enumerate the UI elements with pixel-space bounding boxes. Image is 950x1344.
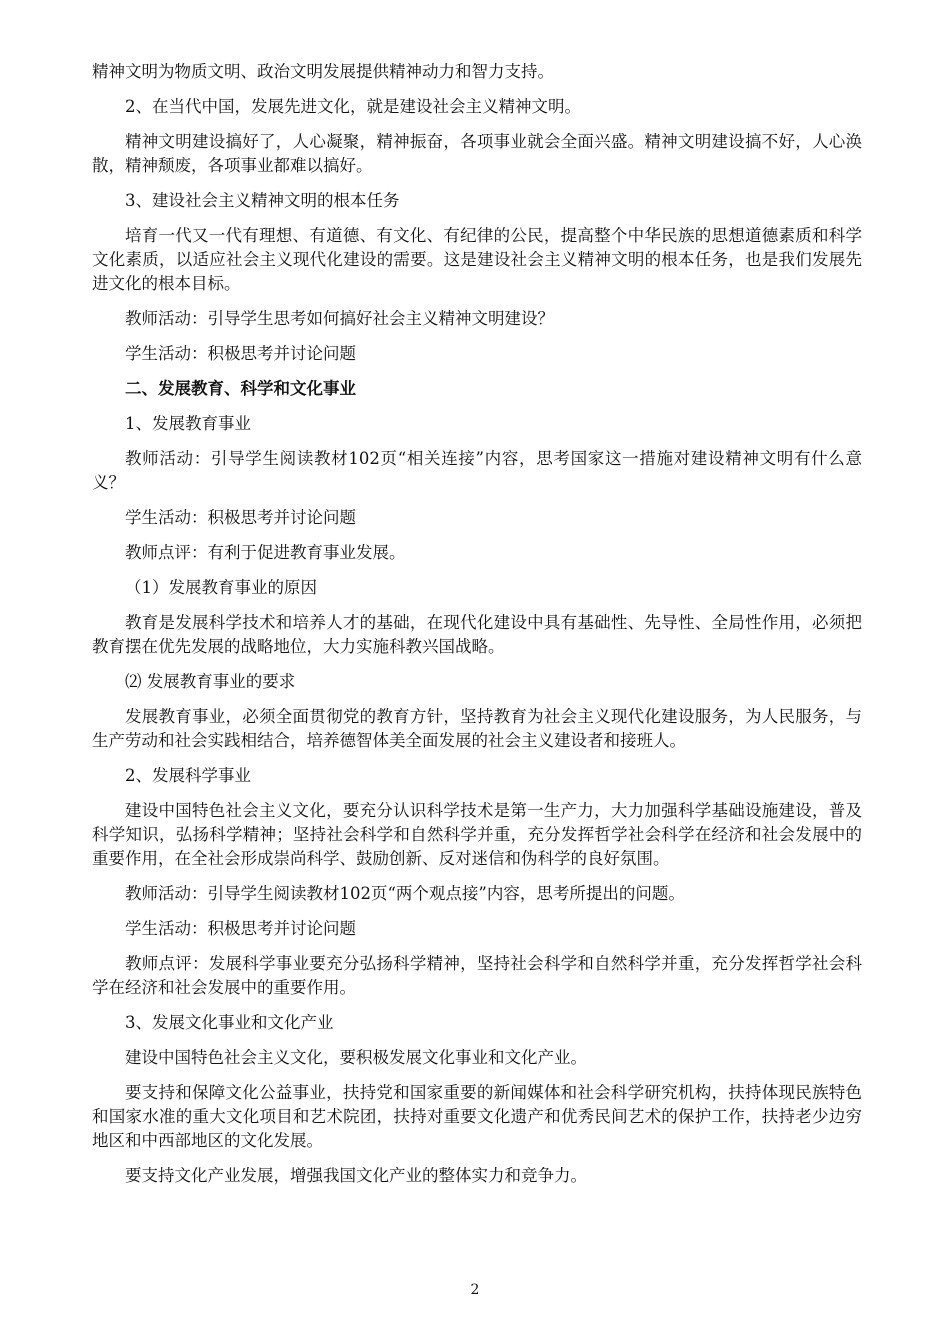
subpoint-education-reason: （1）发展教育事业的原因	[125, 578, 317, 597]
paragraph-culture-intro: 建设中国特色社会主义文化，要积极发展文化事业和文化产业。	[125, 1048, 587, 1067]
teacher-activity-3: 教师活动：引导学生阅读教材102页“两个观点接”内容，思考所提出的问题。	[125, 884, 685, 903]
paragraph-spiritual-civilization-support: 精神文明为物质文明、政治文明发展提供精神动力和智力支持。	[92, 62, 554, 81]
subheading-culture: 3、发展文化事业和文化产业	[125, 1013, 334, 1032]
paragraph-fundamental-task: 培育一代又一代有理想、有道德、有文化、有纪律的公民，提高整个中华民族的思想道德素质和科学文化素质，以适应社会主义现代化建设的需要。这是建设社会主义精神文明的根本任务，也是我们发展先进文化的根本目标。	[92, 226, 862, 293]
teacher-comment-2: 教师点评：发展科学事业要充分弘扬科学精神，坚持社会科学和自然科学并重，充分发挥哲学社会科学在经济和社会发展中的重要作用。	[92, 954, 862, 997]
page-number: 2	[470, 1282, 480, 1298]
section-heading-education-science-culture: 二、发展教育、科学和文化事业	[125, 379, 356, 398]
point-2-advanced-culture: 2、在当代中国，发展先进文化，就是建设社会主义精神文明。	[125, 97, 581, 116]
subheading-education: 1、发展教育事业	[125, 414, 251, 433]
teacher-activity-1: 教师活动：引导学生思考如何搞好社会主义精神文明建设？	[125, 309, 554, 328]
paragraph-spiritual-civilization-effects: 精神文明建设搞好了，人心凝聚，精神振奋，各项事业就会全面兴盛。精神文明建设搞不好，人心涣散，精神颓废，各项事业都难以搞好。	[92, 132, 862, 175]
teacher-comment-1: 教师点评：有利于促进教育事业发展。	[125, 543, 406, 562]
teacher-activity-2: 教师活动：引导学生阅读教材102页“相关连接”内容，思考国家这一措施对建设精神文明有什么意义？	[92, 449, 862, 492]
paragraph-science: 建设中国特色社会主义文化，要充分认识科学技术是第一生产力，大力加强科学基础设施建设，普及科学知识，弘扬科学精神；坚持社会科学和自然科学并重，充分发挥哲学社会科学在经济和社会发展中的重要作用，在全社会形成崇尚科学、鼓励创新、反对迷信和伪科学的良好氛围。	[92, 801, 862, 868]
student-activity-2: 学生活动：积极思考并讨论问题	[125, 508, 356, 527]
paragraph-cultural-public-welfare: 要支持和保障文化公益事业，扶持党和国家重要的新闻媒体和社会科学研究机构，扶持体现民族特色和国家水准的重大文化项目和艺术院团，扶持对重要文化遗产和优秀民间艺术的保护工作，扶持老少边穷地区和中西部地区的文化发展。	[92, 1083, 862, 1150]
student-activity-3: 学生活动：积极思考并讨论问题	[125, 919, 356, 938]
point-3-fundamental-task: 3、建设社会主义精神文明的根本任务	[125, 191, 400, 210]
paragraph-cultural-industry: 要支持文化产业发展，增强我国文化产业的整体实力和竞争力。	[125, 1166, 587, 1185]
subpoint-education-requirement: ⑵ 发展教育事业的要求	[125, 672, 296, 691]
paragraph-education-reason: 教育是发展科学技术和培养人才的基础，在现代化建设中具有基础性、先导性、全局性作用，必须把教育摆在优先发展的战略地位，大力实施科教兴国战略。	[92, 613, 862, 656]
paragraph-education-requirement: 发展教育事业，必须全面贯彻党的教育方针，坚持教育为社会主义现代化建设服务，为人民服务，与生产劳动和社会实践相结合，培养德智体美全面发展的社会主义建设者和接班人。	[92, 707, 862, 750]
subheading-science: 2、发展科学事业	[125, 766, 251, 785]
document-body	[92, 60, 862, 1199]
student-activity-1: 学生活动：积极思考并讨论问题	[125, 344, 356, 363]
